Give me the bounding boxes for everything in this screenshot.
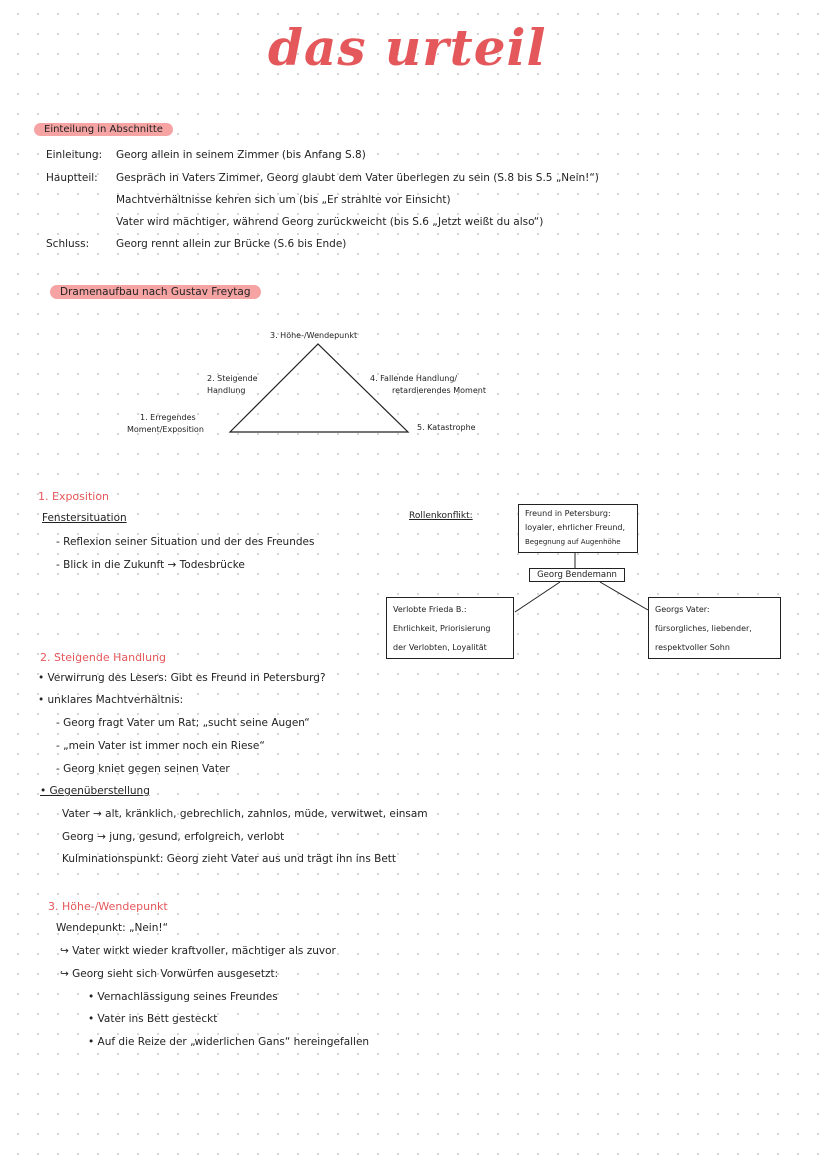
- hoehe-bullet-3: • Auf die Reize der „widerlichen Gans“ hereingefallen: [88, 1036, 370, 1048]
- heading-hoehe-wendepunkt: 3. Höhe-/Wendepunkt: [48, 900, 168, 913]
- box-frieda-line-2: Ehrlichkeit, Priorisierung: [393, 624, 491, 633]
- freytag-point-2-line1: 2. Steigende: [207, 374, 258, 383]
- label-einleitung: Einleitung:: [46, 149, 103, 161]
- steigende-sub-1: - Georg fragt Vater um Rat; „sucht seine Augen“: [56, 717, 310, 729]
- steigende-bullet-1: • Verwirrung des Lesers: Gibt es Freund in Petersburg?: [38, 672, 326, 684]
- label-hauptteil: Hauptteil:: [46, 172, 98, 184]
- hoehe-arrow-2: ↪ Georg sieht sich Vorwürfen ausgesetzt:: [60, 968, 279, 980]
- box-frieda-line-1: Verlobte Frieda B.:: [393, 605, 467, 614]
- connector-vater: [600, 582, 648, 610]
- text-hauptteil-1: Gespräch in Vaters Zimmer, Georg glaubt dem Vater überlegen zu sein (S.8 bis S.5 „Nein!“): [116, 172, 599, 184]
- heading-dramenaufbau: Dramenaufbau nach Gustav Freytag: [50, 285, 261, 299]
- box-vater-line-3: respektvoller Sohn: [655, 643, 730, 652]
- exposition-item-2: - Blick in die Zukunft → Todesbrücke: [56, 559, 245, 571]
- text-schluss: Georg rennt allein zur Brücke (S.6 bis Ende): [116, 238, 347, 250]
- hoehe-arrow-1: ↪ Vater wirkt wieder kraftvoller, mächtiger als zuvor: [60, 945, 336, 957]
- freytag-point-4-line2: retardierendes Moment: [392, 386, 486, 395]
- freytag-point-5: 5. Katastrophe: [417, 423, 476, 432]
- box-vater-line-1: Georgs Vater:: [655, 605, 710, 614]
- subheading-fenstersituation: Fenstersituation: [42, 512, 127, 524]
- box-freund-line-2: loyaler, ehrlicher Freund,: [525, 523, 626, 532]
- box-freund: [518, 504, 638, 553]
- box-vater: [648, 597, 781, 659]
- freytag-point-1-line2: Moment/Exposition: [127, 425, 204, 434]
- box-frieda-line-3: der Verlobten, Loyalität: [393, 643, 487, 652]
- label-schluss: Schluss:: [46, 238, 90, 250]
- box-freund-line-1: Freund in Petersburg:: [525, 509, 611, 518]
- steigende-bullet-3: • Gegenüberstellung: [40, 785, 150, 797]
- freytag-point-1-line1: 1. Erregendes: [140, 413, 196, 422]
- steigende-line-vater: Vater → alt, kränklich, gebrechlich, zahnlos, müde, verwitwet, einsam: [62, 808, 428, 820]
- steigende-line-georg: Georg → jung, gesund, erfolgreich, verlobt: [62, 831, 285, 843]
- box-frieda: [386, 597, 514, 659]
- freytag-triangle: [230, 344, 408, 432]
- box-georg-bendemann: Georg Bendemann: [529, 568, 625, 582]
- hoehe-bullet-2: • Vater ins Bett gesteckt: [88, 1013, 218, 1025]
- hoehe-bullet-1: • Vernachlässigung seines Freundes: [88, 991, 278, 1003]
- steigende-bullet-2: • unklares Machtverhältnis:: [38, 694, 184, 706]
- label-rollenkonflikt: Rollenkonflikt:: [409, 511, 473, 521]
- page-title: das urteil: [268, 18, 547, 77]
- freytag-point-2-line2: Handlung: [207, 386, 246, 395]
- steigende-sub-2: - „mein Vater ist immer noch ein Riese“: [56, 740, 265, 752]
- heading-exposition: 1. Exposition: [38, 490, 110, 503]
- wendepunkt-line: Wendepunkt: „Nein!“: [56, 922, 169, 934]
- freytag-point-3: 3. Höhe-/Wendepunkt: [270, 331, 358, 340]
- exposition-item-1: - Reflexion seiner Situation und der des Freundes: [56, 536, 315, 548]
- text-einleitung: Georg allein in seinem Zimmer (bis Anfang S.8): [116, 149, 366, 161]
- box-vater-line-2: fürsorgliches, liebender,: [655, 624, 752, 633]
- connector-frieda: [515, 582, 560, 612]
- text-hauptteil-2: Machtverhältnisse kehren sich um (bis „Er strahlte vor Einsicht): [116, 194, 451, 206]
- heading-einteilung: Einteilung in Abschnitte: [34, 123, 173, 136]
- box-freund-line-3: Begegnung auf Augenhöhe: [525, 538, 621, 546]
- freytag-point-4-line1: 4. Fallende Handlung/: [370, 374, 458, 383]
- heading-steigende-handlung: 2. Steigende Handlung: [40, 651, 167, 664]
- steigende-line-kulmination: Kulminationspunkt: Georg zieht Vater aus und trägt ihn ins Bett: [62, 853, 397, 865]
- text-hauptteil-3: Vater wird mächtiger, während Georg zurückweicht (bis S.6 „Jetzt weißt du also“): [116, 216, 544, 228]
- steigende-sub-3: - Georg kniet gegen seinen Vater: [56, 763, 230, 775]
